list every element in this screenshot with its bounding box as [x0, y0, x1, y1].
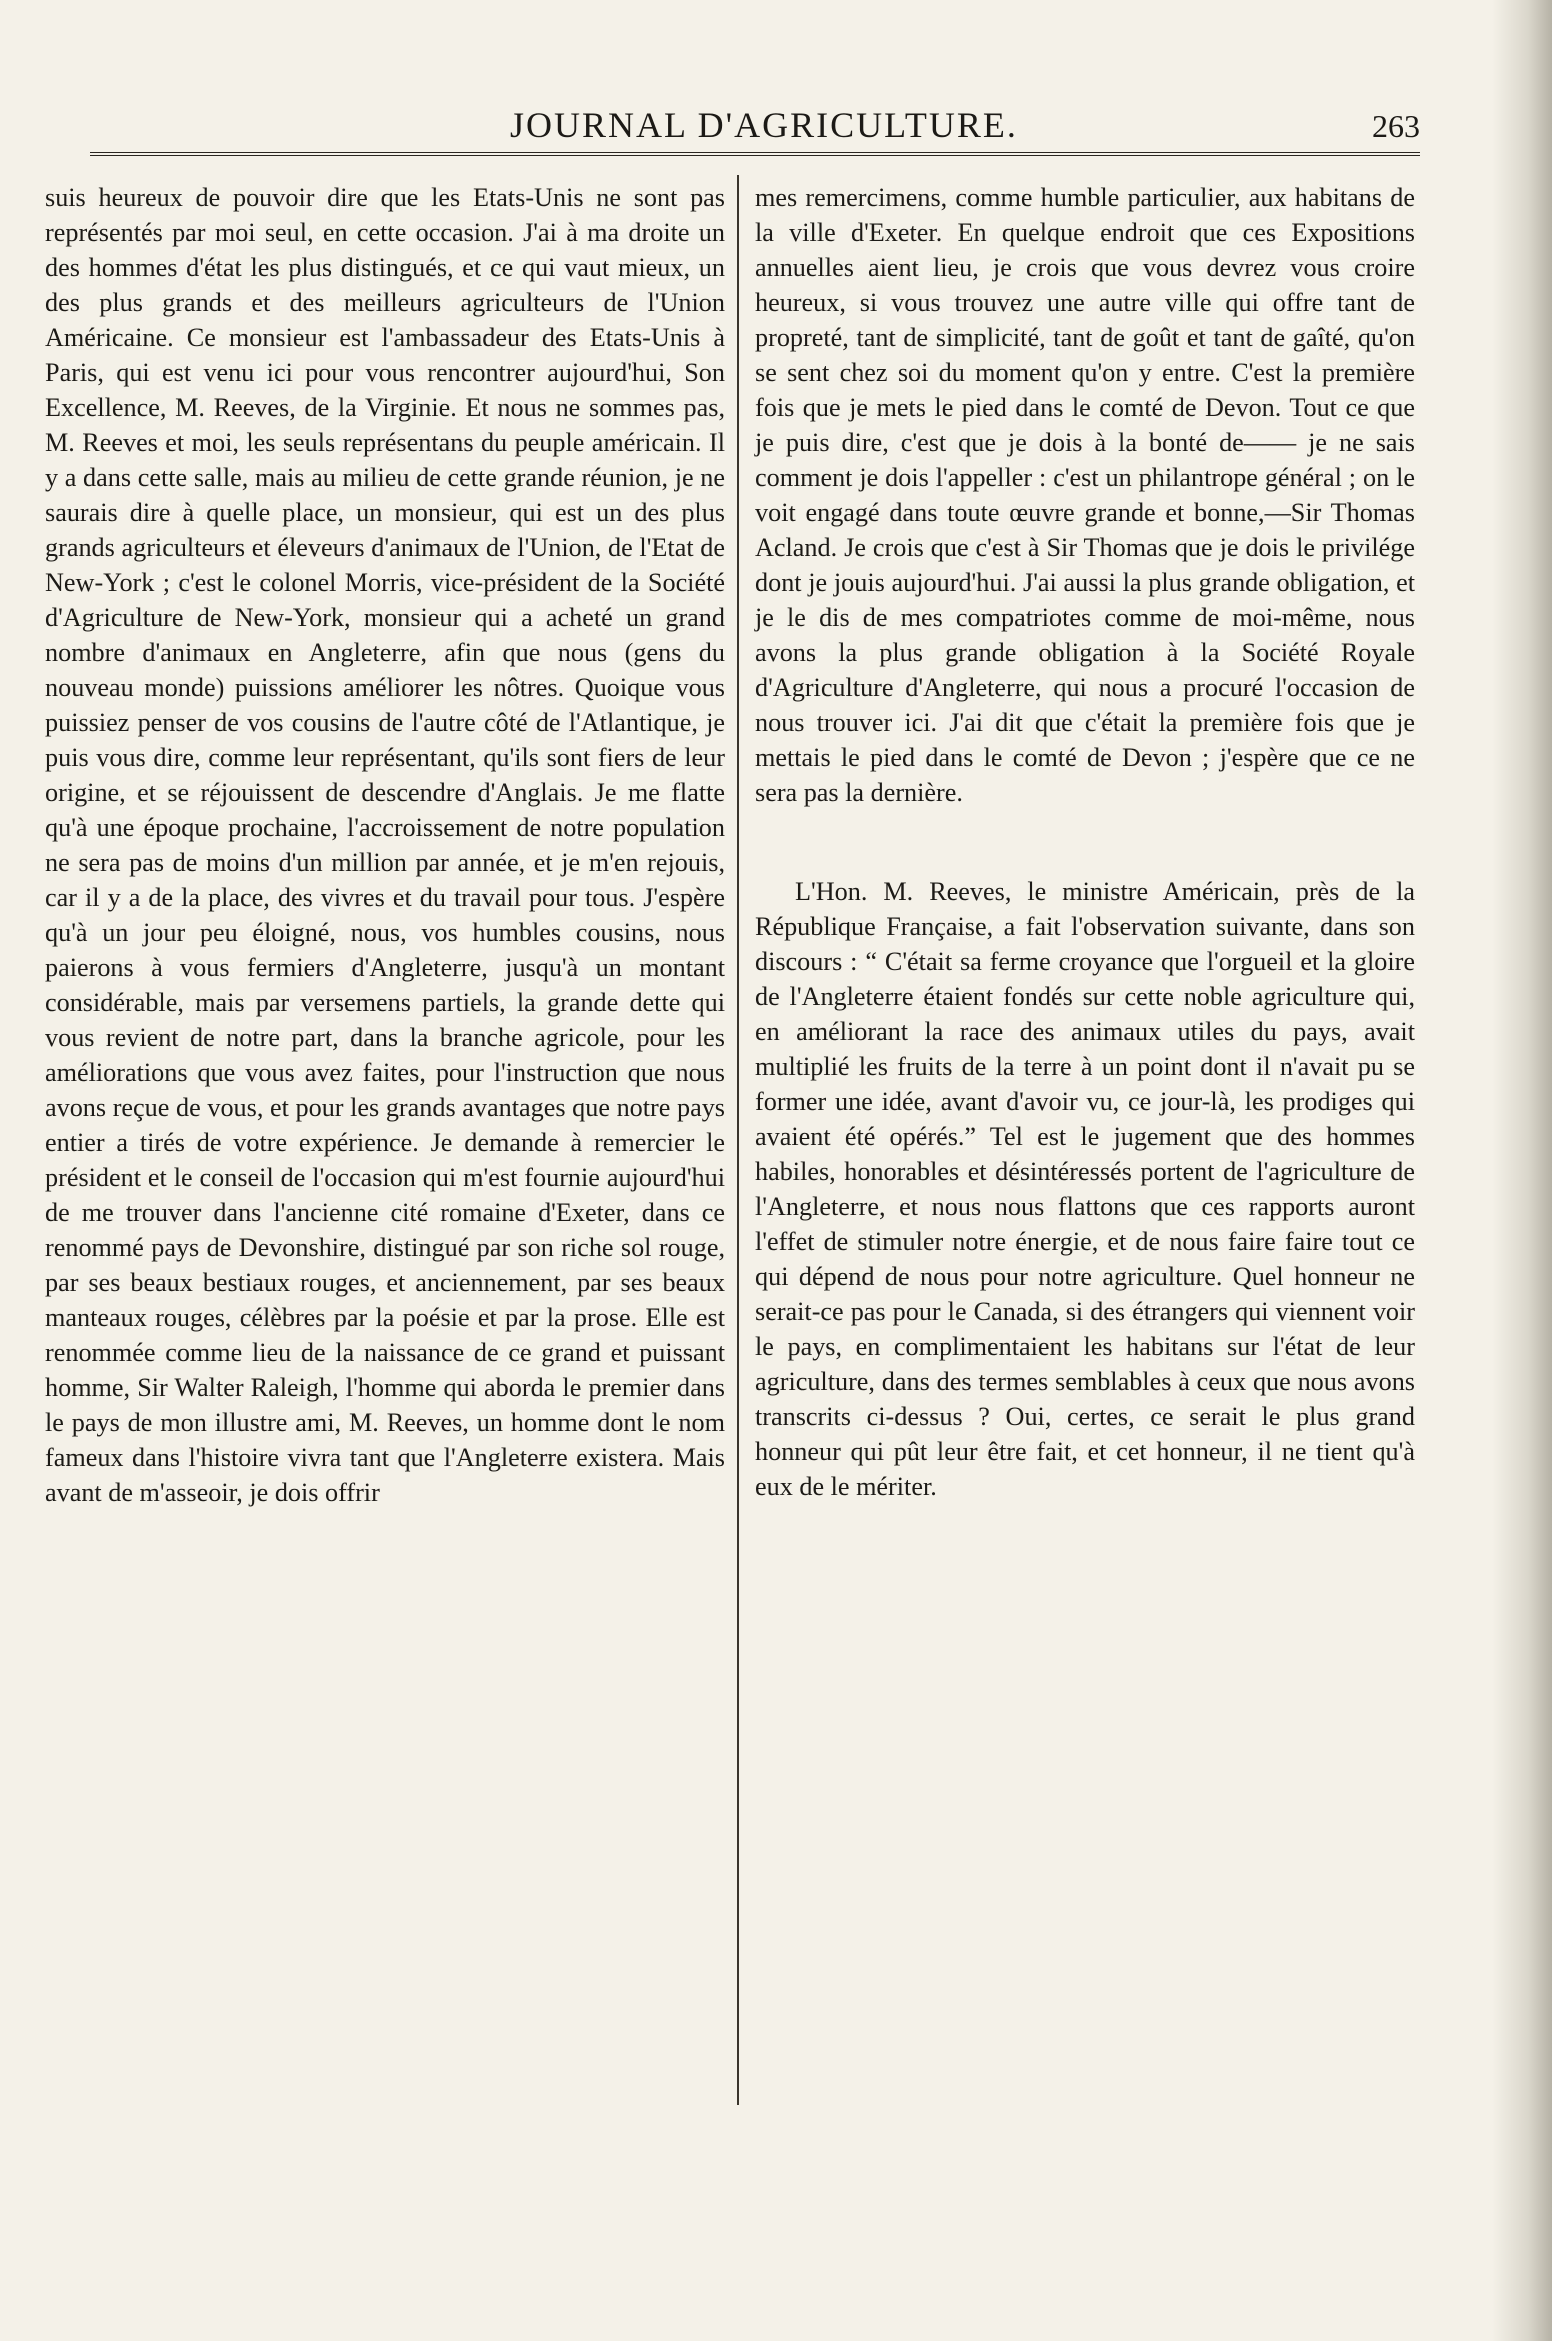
page-edge-shadow [1492, 0, 1552, 2341]
right-column-paragraph-2: L'Hon. M. Reeves, le ministre Américain, près de la République Française, a fait l'observation suivante, dans son discours : “ C'était sa ferme croyance que l'orgueil et la gloire de l'Angleterre étaient fondés sur cette noble agriculture qui, en améliorant la race des animaux utiles du pays, avait multiplié les fruits de la terre à un point dont il n'avait pu se former une idée, avant d'avoir vu, ce jour-là, les prodiges qui avaient été opérés.” Tel est le jugement que des hommes habiles, honorables et désintéressés portent de l'agriculture de l'Angleterre, et nous nous flattons que ces rapports auront l'effet de stimuler notre énergie, et de nous faire faire tout ce qui dépend de nous pour notre agriculture. Quel honneur ne serait-ce pas pour le Canada, si des étrangers qui viennent voir le pays, en complimentaient les habitans sur l'état de leur agriculture, dans des termes semblables à ceux que nous avons transcrits ci-dessus ? Oui, certes, ce serait le plus grand honneur qui pût leur être fait, et cet honneur, il ne tient qu'à eux de le mériter. [755, 877, 1415, 1501]
left-column [45, 180, 725, 1510]
page-header [90, 100, 1420, 150]
right-column-paragraph-1: mes remercimens, comme humble particulier, aux habitans de la ville d'Exeter. En quelque endroit que ces Expositions annuelles aient lieu, je crois que vous devrez vous croire heureux, si vous trouvez une autre ville qui offre tant de propreté, tant de simplicité, tant de goût et tant de gaîté, qu'on se sent chez soi du moment qu'on y entre. C'est la première fois que je mets le pied dans le comté de Devon. Tout ce que je puis dire, c'est que je dois à la bonté de—— je ne sais comment je dois l'appeller : c'est un philantrope général ; on le voit engagé dans toute œuvre grande et bonne,—Sir Thomas Acland. Je crois que c'est à Sir Thomas que je dois le privilége dont je jouis aujourd'hui. J'ai aussi la plus grande obligation, et je le dis de mes compatriotes comme de moi-même, nous avons la plus grande obligation à la Société Royale d'Agriculture d'Angleterre, qui nous a procuré l'occasion de nous trouver ici. J'ai dit que c'était la première fois que je mettais le pied dans le comté de Devon ; j'espère que ce ne sera pas la dernière. [755, 183, 1415, 807]
header-rule [90, 152, 1420, 156]
left-column-paragraph: suis heureux de pouvoir dire que les Etats-Unis ne sont pas représentés par moi seul, en cette occasion. J'ai à ma droite un des hommes d'état les plus distingués, et ce qui vaut mieux, un des plus grands et des meilleurs agriculteurs de l'Union Américaine. Ce monsieur est l'ambassadeur des Etats-Unis à Paris, qui est venu ici pour vous rencontrer aujourd'hui, Son Excellence, M. Reeves, de la Virginie. Et nous ne sommes pas, M. Reeves et moi, les seuls représentans du peuple américain. Il y a dans cette salle, mais au milieu de cette grande réunion, je ne saurais dire à quelle place, un monsieur, qui est un des plus grands agriculteurs et éleveurs d'animaux de l'Union, de l'Etat de New-York ; c'est le colonel Morris, vice-président de la Société d'Agriculture de New-York, monsieur qui a acheté un grand nombre d'animaux en Angleterre, afin que nous (gens du nouveau monde) puissions améliorer les nôtres. Quoique vous puissiez penser de vos cousins de l'autre côté de l'Atlantique, je puis vous dire, comme leur représentant, qu'ils sont fiers de leur origine, et se réjouissent de descendre d'Anglais. Je me flatte qu'à une époque prochaine, l'accroissement de notre population ne sera pas de moins d'un million par année, et je m'en rejouis, car il y a de la place, des vivres et du travail pour tous. J'espère qu'à un jour peu éloigné, nous, vos humbles cousins, nous paierons à vous fermiers d'Angleterre, jusqu'à un montant considérable, mais par versemens partiels, la grande dette qui vous revient de notre part, dans la branche agricole, pour les améliorations que vous avez faites, pour l'instruction que nous avons reçue de vous, et pour les grands avantages que notre pays entier a tirés de votre expérience. Je demande à remercier le président et le conseil de l'occasion qui m'est fournie aujourd'hui de me trouver dans l'ancienne cité romaine d'Exeter, dans ce renommé pays de Devonshire, distingué par son riche sol rouge, par ses beaux bestiaux rouges, et anciennement, par ses beaux manteaux rouges, célèbres par la poésie et par la prose. Elle est renommée comme lieu de la naissance de ce grand et puissant homme, Sir Walter Raleigh, l'homme qui aborda le premier dans le pays de mon illustre ami, M. Reeves, un homme dont le nom fameux dans l'histoire vivra tant que l'Angleterre existera. Mais avant de m'asseoir, je dois offrir [45, 183, 725, 1507]
right-column [755, 180, 1415, 1504]
page-number: 263 [1372, 108, 1420, 144]
running-title: JOURNAL D'AGRICULTURE. [510, 105, 1018, 145]
column-divider [737, 175, 739, 2105]
